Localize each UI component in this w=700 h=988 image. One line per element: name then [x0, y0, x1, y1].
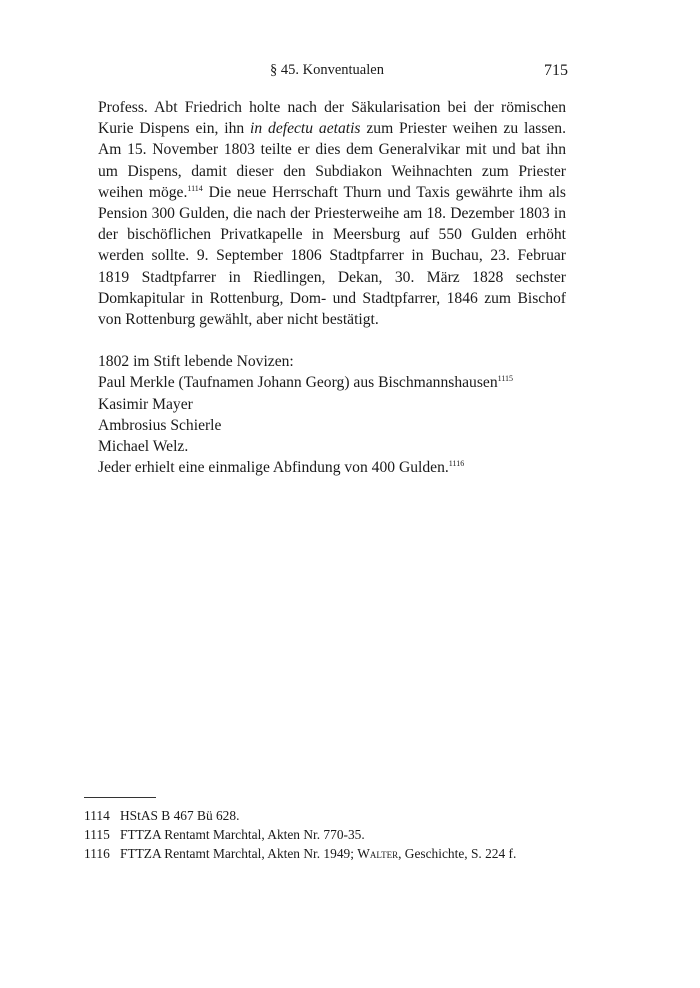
footnote-text: HStAS B 467 Bü 628. — [120, 808, 240, 823]
footnote-text: FTTZA Rentamt Marchtal, Akten Nr. 1949; Walter, Geschichte, S. 224 f. — [120, 846, 517, 861]
footnote-number: 1114 — [84, 808, 110, 823]
footnote-ref-1115[interactable]: 1115 — [497, 374, 514, 384]
footnote-1114 — [84, 806, 564, 825]
running-head — [0, 62, 700, 82]
footnote-ref-1114[interactable]: 1114 — [187, 183, 203, 193]
running-title: § 45. Konventualen — [270, 62, 384, 78]
author-name: Walter — [357, 846, 399, 861]
paragraph-profess — [98, 97, 566, 330]
page-number: 715 — [544, 62, 568, 79]
footnote-number: 1115 — [84, 827, 110, 842]
footnote-ref-1116[interactable]: 1116 — [448, 459, 465, 469]
paragraph-text: Die neue Herrschaft Thurn und Taxis gewährte ihm als Pension 300 Gulden, die nach der Priesterweihe am 18. Dezember 1803 in der bischöflichen Privatkapelle in Meersburg auf 550 Gulden erhöht werden sollte. 9. September 1806 Stadtpfarrer in Buchau, 23. Februar 1819 Stadtpfarrer in Riedlingen, Dekan, 30. März 1828 sechster Domkapitular in Rottenburg, Dom- und Stadtpfarrer, 1846 zum Bischof von Rottenburg gewählt, aber nicht bestätigt. — [98, 183, 566, 329]
paragraph-text: Profess. Abt Friedrich holte nach der Säkularisation bei der römischen Kurie Dispens ein, ihn — [98, 99, 566, 138]
footnote-1115 — [84, 825, 564, 844]
footnotes — [84, 806, 564, 863]
novice-line: Ambrosius Schierle — [98, 416, 222, 434]
footnote-divider — [84, 797, 156, 798]
footnote-1116 — [84, 844, 564, 863]
footnote-text: FTTZA Rentamt Marchtal, Akten Nr. 770-35. — [120, 827, 365, 842]
novice-line: Kasimir Mayer — [98, 395, 193, 413]
italic-phrase: in defectu aetatis — [250, 120, 361, 138]
novices-list — [98, 351, 566, 478]
footnote-number: 1116 — [84, 846, 110, 861]
novice-line: Michael Welz. — [98, 438, 189, 456]
novice-line: Paul Merkle (Taufnamen Johann Georg) aus Bischmannshausen$^{1115}$ — [98, 374, 514, 392]
settlement-line: Jeder erhielt eine einmalige Abfindung von 400 Gulden.$^{1116}$ — [98, 459, 465, 477]
paragraph-text: zum Priester weihen zu lassen. Am 15. November 1803 teilte er dies dem Generalvikar mit und bat ihn um Dispens, damit dieser den Subdiakon Weihnachten zum Priester weihen möge. — [98, 120, 567, 201]
main-text — [98, 97, 566, 478]
novices-heading: 1802 im Stift lebende Novizen: — [98, 353, 294, 371]
